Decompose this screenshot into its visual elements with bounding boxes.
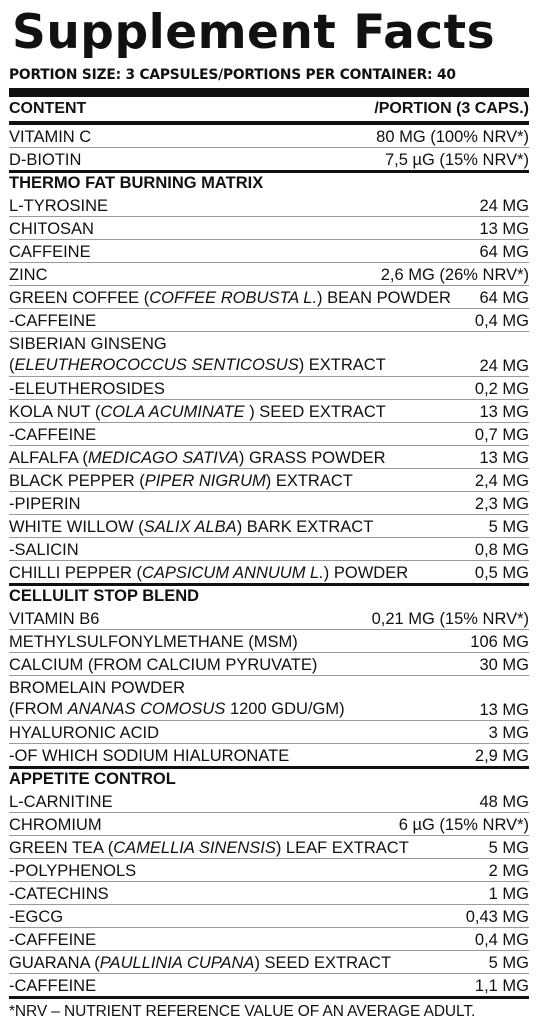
- ingredient-name-text: -OF WHICH SODIUM HIALURONATE: [9, 747, 290, 765]
- ingredient-name-text: D-BIOTIN: [9, 151, 82, 169]
- ingredient-name-text: -PIPERIN: [9, 495, 81, 513]
- ingredient-amount: 80 MG (100% NRV*): [376, 128, 529, 146]
- ingredient-name: [9, 402, 473, 422]
- ingredient-amount: 2,4 MG: [474, 472, 529, 490]
- ingredient-amount: 7,5 µG (15% NRV*): [384, 151, 529, 169]
- ingredient-amount: 13 MG: [479, 220, 529, 238]
- ingredient-name: [9, 471, 469, 491]
- ingredient-row: [9, 744, 529, 766]
- section-title-appetite: APPETITE CONTROL: [9, 770, 176, 788]
- ingredient-name: [9, 815, 393, 835]
- ingredient-name-text: (FROM: [9, 700, 68, 718]
- ingredient-amount: 5 MG: [488, 839, 529, 857]
- ingredient-name: [9, 196, 473, 216]
- ingredient-name-text: -CAFFEINE: [9, 931, 97, 949]
- ingredient-amount: 0,5 MG: [474, 564, 529, 582]
- ingredient-name-line1: SIBERIAN GINSENG: [9, 335, 167, 353]
- ingredient-name-text: L-CARNITINE: [9, 793, 113, 811]
- section-title-thermo: THERMO FAT BURNING MATRIX: [9, 174, 264, 192]
- ingredient-name-text: L-TYROSINE: [9, 197, 109, 215]
- ingredient-row: [9, 492, 529, 515]
- ingredient-name-text: ) EXTRACT: [265, 472, 353, 490]
- ingredient-amount: 1 MG: [488, 885, 529, 903]
- ingredient-row: [9, 630, 529, 653]
- ingredient-name: [9, 953, 483, 973]
- ingredient-name-text: VITAMIN C: [9, 128, 92, 146]
- ingredient-amount: 6 µG (15% NRV*): [398, 816, 529, 834]
- ingredient-amount: 13 MG: [479, 403, 529, 421]
- ingredient-amount: 13 MG: [479, 449, 529, 467]
- ingredient-name: [9, 540, 469, 560]
- ingredient-row: [9, 676, 529, 721]
- ingredient-name-text: -CATECHINS: [9, 885, 109, 903]
- ingredient-name-text: 1200 GDU/GM): [225, 700, 345, 718]
- ingredient-row: [9, 194, 529, 217]
- ingredient-name-text: GREEN TEA (: [9, 839, 114, 857]
- ingredient-name: [9, 678, 473, 720]
- ingredient-amount: 2,6 MG (26% NRV*): [380, 266, 529, 284]
- ingredient-amount: 64 MG: [479, 243, 529, 261]
- ingredient-row: [9, 836, 529, 859]
- ingredient-name: [9, 723, 483, 743]
- appetite-list: [9, 790, 529, 996]
- ingredient-row: [9, 286, 529, 309]
- ingredient-row: [9, 974, 529, 996]
- ingredient-latin-name: CAMELLIA SINENSIS: [113, 839, 276, 857]
- ingredient-row: [9, 125, 529, 148]
- ingredient-amount: 0,4 MG: [474, 931, 529, 949]
- ingredient-amount: 106 MG: [470, 633, 529, 651]
- ingredient-name-text: -CAFFEINE: [9, 426, 97, 444]
- ingredient-name-text: GREEN COFFEE (: [9, 289, 150, 307]
- ingredient-name-text: HYALURONIC ACID: [9, 724, 160, 742]
- ingredient-row: [9, 400, 529, 423]
- ingredient-name: [9, 127, 370, 147]
- ingredient-name: [9, 563, 469, 583]
- ingredient-row: [9, 263, 529, 286]
- ingredient-name-text: -CAFFEINE: [9, 977, 97, 995]
- ingredient-name-text: ZINC: [9, 266, 48, 284]
- ingredient-name-text: CHILLI PEPPER (: [9, 564, 142, 582]
- ingredient-amount: 24 MG: [479, 357, 529, 375]
- ingredient-name: [9, 334, 473, 376]
- portion-size-line: PORTION SIZE: 3 CAPSULES/PORTIONS PER CONTAINER: 40: [9, 67, 456, 83]
- ingredient-row: [9, 928, 529, 951]
- ingredient-name-text: CAFFEINE: [9, 243, 91, 261]
- ingredient-row: [9, 859, 529, 882]
- ingredient-name: [9, 632, 464, 652]
- ingredient-name-text: WHITE WILLOW (: [9, 518, 144, 536]
- ingredient-name-text: BLACK PEPPER (: [9, 472, 145, 490]
- ingredient-row: [9, 423, 529, 446]
- ingredient-amount: 30 MG: [479, 656, 529, 674]
- ingredient-row: [9, 790, 529, 813]
- ingredient-row: [9, 905, 529, 928]
- ingredient-name-text: ) POWDER: [323, 564, 409, 582]
- ingredient-row: [9, 813, 529, 836]
- ingredient-name: [9, 884, 483, 904]
- ingredient-row: [9, 148, 529, 170]
- ingredient-row: [9, 332, 529, 377]
- ingredient-latin-name: SALIX ALBA: [143, 518, 237, 536]
- ingredient-name-text: -SALICIN: [9, 541, 79, 559]
- ingredient-name-text: ) BEAN POWDER: [317, 289, 451, 307]
- column-header: [9, 97, 529, 121]
- ingredient-name-text: METHYLSULFONYLMETHANE (MSM): [9, 633, 298, 651]
- ingredient-latin-name: ELEUTHEROCOCCUS SENTICOSUS: [14, 356, 299, 374]
- ingredient-row: [9, 515, 529, 538]
- ingredient-name: [9, 219, 473, 239]
- ingredient-amount: 0,8 MG: [474, 541, 529, 559]
- ingredient-amount: 5 MG: [488, 954, 529, 972]
- ingredient-name-text: GUARANA (: [9, 954, 100, 972]
- ingredient-amount: 3 MG: [488, 724, 529, 742]
- ingredient-name: [9, 861, 483, 881]
- ingredient-row: [9, 309, 529, 332]
- ingredient-amount: 2,3 MG: [474, 495, 529, 513]
- ingredient-row: [9, 882, 529, 905]
- ingredient-name-text: ) BARK EXTRACT: [236, 518, 374, 536]
- ingredient-name: [9, 838, 483, 858]
- ingredient-name-text: (: [9, 356, 15, 374]
- ingredient-name: [9, 792, 473, 812]
- content-column-label: CONTENT: [9, 100, 87, 117]
- ingredient-name-text: ALFALFA (: [9, 449, 88, 467]
- ingredient-amount: 5 MG: [488, 518, 529, 536]
- ingredient-latin-name: PAULLINIA CUPANA: [99, 954, 255, 972]
- ingredient-row: [9, 951, 529, 974]
- vitamins-list: [9, 125, 529, 170]
- ingredient-name: [9, 265, 375, 285]
- ingredient-name-text: -CAFFEINE: [9, 312, 97, 330]
- ingredient-latin-name: MEDICAGO SATIVA: [87, 449, 239, 467]
- ingredient-amount: 0,43 MG: [465, 908, 529, 926]
- ingredient-row: [9, 561, 529, 583]
- ingredient-latin-name: COLA ACUMINATE: [100, 403, 245, 421]
- ingredient-name-text: -EGCG: [9, 908, 64, 926]
- ingredient-latin-name: CAPSICUM ANNUUM L.: [141, 564, 324, 582]
- ingredient-name: [9, 425, 469, 445]
- ingredient-name: [9, 379, 469, 399]
- thick-divider: [9, 88, 529, 97]
- ingredient-row: [9, 469, 529, 492]
- section-title-cellulit: CELLULIT STOP BLEND: [9, 587, 200, 605]
- ingredient-row: [9, 607, 529, 630]
- ingredient-row: [9, 653, 529, 676]
- thermo-list: [9, 194, 529, 583]
- ingredient-latin-name: ANANAS COMOSUS: [67, 700, 226, 718]
- ingredient-amount: 0,4 MG: [474, 312, 529, 330]
- ingredient-amount: 0,2 MG: [474, 380, 529, 398]
- ingredient-name-text: ) SEED EXTRACT: [244, 403, 386, 421]
- ingredient-amount: 24 MG: [479, 197, 529, 215]
- ingredient-row: [9, 240, 529, 263]
- ingredient-amount: 64 MG: [479, 289, 529, 307]
- ingredient-name-text: -POLYPHENOLS: [9, 862, 137, 880]
- cellulit-list: [9, 607, 529, 766]
- ingredient-row: [9, 217, 529, 240]
- ingredient-name-text: CHITOSAN: [9, 220, 94, 238]
- ingredient-name: [9, 242, 473, 262]
- nrv-footnote: *NRV – NUTRIENT REFERENCE VALUE OF AN AVERAGE ADULT.: [9, 1003, 476, 1020]
- ingredient-name-text: VITAMIN B6: [9, 610, 100, 628]
- ingredient-name-line1: BROMELAIN POWDER: [9, 679, 186, 697]
- ingredient-row: [9, 538, 529, 561]
- ingredient-name-text: -ELEUTHEROSIDES: [9, 380, 165, 398]
- ingredient-amount: 48 MG: [479, 793, 529, 811]
- ingredient-amount: 1,1 MG: [474, 977, 529, 995]
- ingredient-name-text: ) SEED EXTRACT: [254, 954, 392, 972]
- portion-column-label: /PORTION (3 CAPS.): [374, 100, 529, 117]
- ingredient-name: [9, 930, 469, 950]
- ingredient-name: [9, 976, 469, 996]
- ingredient-name: [9, 288, 473, 308]
- ingredient-name-text: CALCIUM (FROM CALCIUM PYRUVATE): [9, 656, 318, 674]
- ingredient-name: [9, 494, 469, 514]
- ingredient-name: [9, 448, 473, 468]
- ingredient-name-text: KOLA NUT (: [9, 403, 101, 421]
- ingredient-latin-name: PIPER NIGRUM: [144, 472, 266, 490]
- ingredient-name-text: ) EXTRACT: [298, 356, 386, 374]
- ingredient-name: [9, 655, 473, 675]
- ingredient-amount: 2 MG: [488, 862, 529, 880]
- ingredient-name-text: CHROMIUM: [9, 816, 102, 834]
- ingredient-name: [9, 517, 483, 537]
- ingredient-amount: 2,9 MG: [474, 747, 529, 765]
- ingredient-name: [9, 746, 469, 766]
- ingredient-latin-name: COFFEE ROBUSTA L.: [149, 289, 318, 307]
- ingredient-name-text: ) GRASS POWDER: [238, 449, 386, 467]
- ingredient-row: [9, 446, 529, 469]
- ingredient-name: [9, 311, 469, 331]
- ingredient-name: [9, 609, 366, 629]
- ingredient-name-text: ) LEAF EXTRACT: [275, 839, 409, 857]
- ingredient-amount: 0,21 MG (15% NRV*): [371, 610, 529, 628]
- label-title: Supplement Facts: [12, 5, 496, 60]
- ingredient-amount: 0,7 MG: [474, 426, 529, 444]
- ingredient-name: [9, 150, 379, 170]
- ingredient-amount: 13 MG: [479, 701, 529, 719]
- ingredient-row: [9, 377, 529, 400]
- ingredient-row: [9, 721, 529, 744]
- ingredient-name: [9, 907, 460, 927]
